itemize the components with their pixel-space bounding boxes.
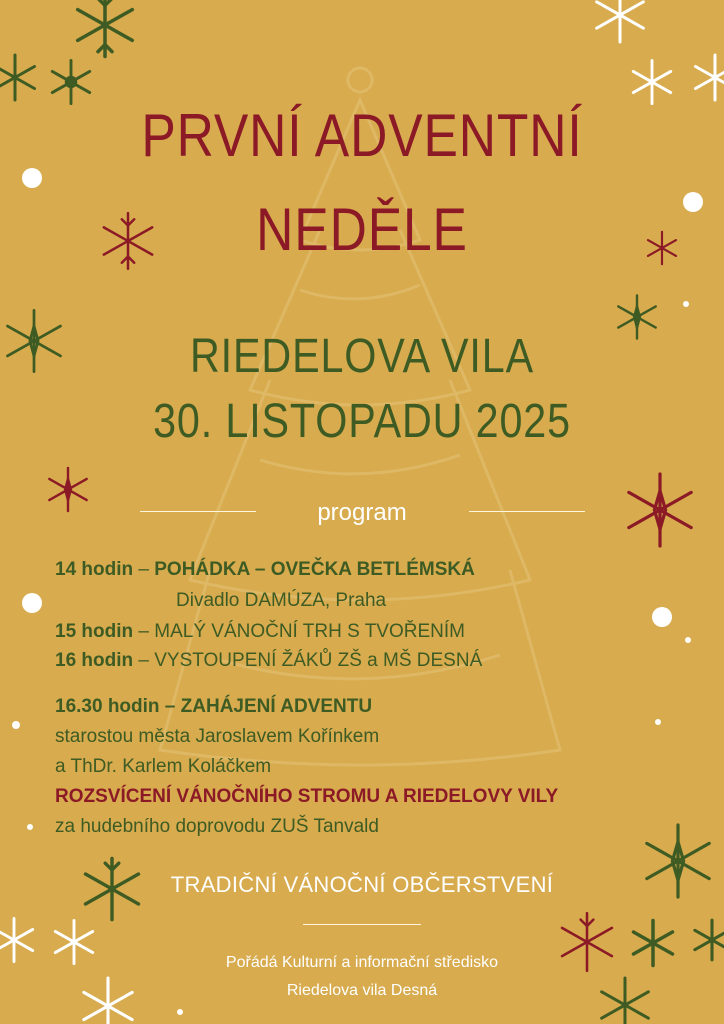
program-item-4-line5: za hudebního doprovodu ZUŠ Tanvald [55, 816, 379, 837]
program-item-dash: – [133, 559, 155, 580]
program-item-4-highlight: ROZSVÍCENÍ VÁNOČNÍHO STROMU A RIEDELOVY VILY [55, 786, 559, 807]
organizer-line-2: Riedelova vila Desná [286, 982, 438, 999]
footer-divider [303, 924, 421, 925]
program-item-4-line3: a ThDr. Karlem Koláčkem [55, 756, 272, 777]
program-item-4-line2: starostou města Jaroslavem Kořínkem [55, 726, 380, 747]
program-item-text: – VYSTOUPENÍ ŽÁKŮ ZŠ a MŠ DESNÁ [133, 650, 483, 671]
organizer-line-1: Pořádá Kulturní a informační středisko [225, 954, 499, 971]
refreshments-note: TRADIČNÍ VÁNOČNÍ OBČERSTVENÍ [170, 872, 554, 897]
page-title: PRVNÍ ADVENTNÍ [141, 102, 583, 169]
program-item-1 [55, 560, 475, 579]
program-item-2 [55, 622, 465, 641]
divider-right [469, 511, 585, 512]
program-item-1-detail: Divadlo DAMÚZA, Praha [176, 590, 387, 611]
program-item-time: 14 hodin [55, 559, 134, 580]
program-item-time: 15 hodin [55, 621, 134, 642]
program-item-time: 16 hodin [55, 650, 134, 671]
program-item-title: POHÁDKA – OVEČKA BETLÉMSKÁ [154, 559, 475, 580]
venue-heading: RIEDELOVA VILA [190, 330, 534, 383]
date-heading: 30. LISTOPADU 2025 [153, 395, 571, 448]
program-item-4-title: 16.30 hodin – ZAHÁJENÍ ADVENTU [55, 696, 373, 717]
program-label: program [317, 499, 407, 526]
page-title-line2: NEDĚLE [256, 196, 468, 263]
program-item-3 [55, 651, 482, 670]
program-item-text: – MALÝ VÁNOČNÍ TRH S TVOŘENÍM [133, 621, 465, 642]
